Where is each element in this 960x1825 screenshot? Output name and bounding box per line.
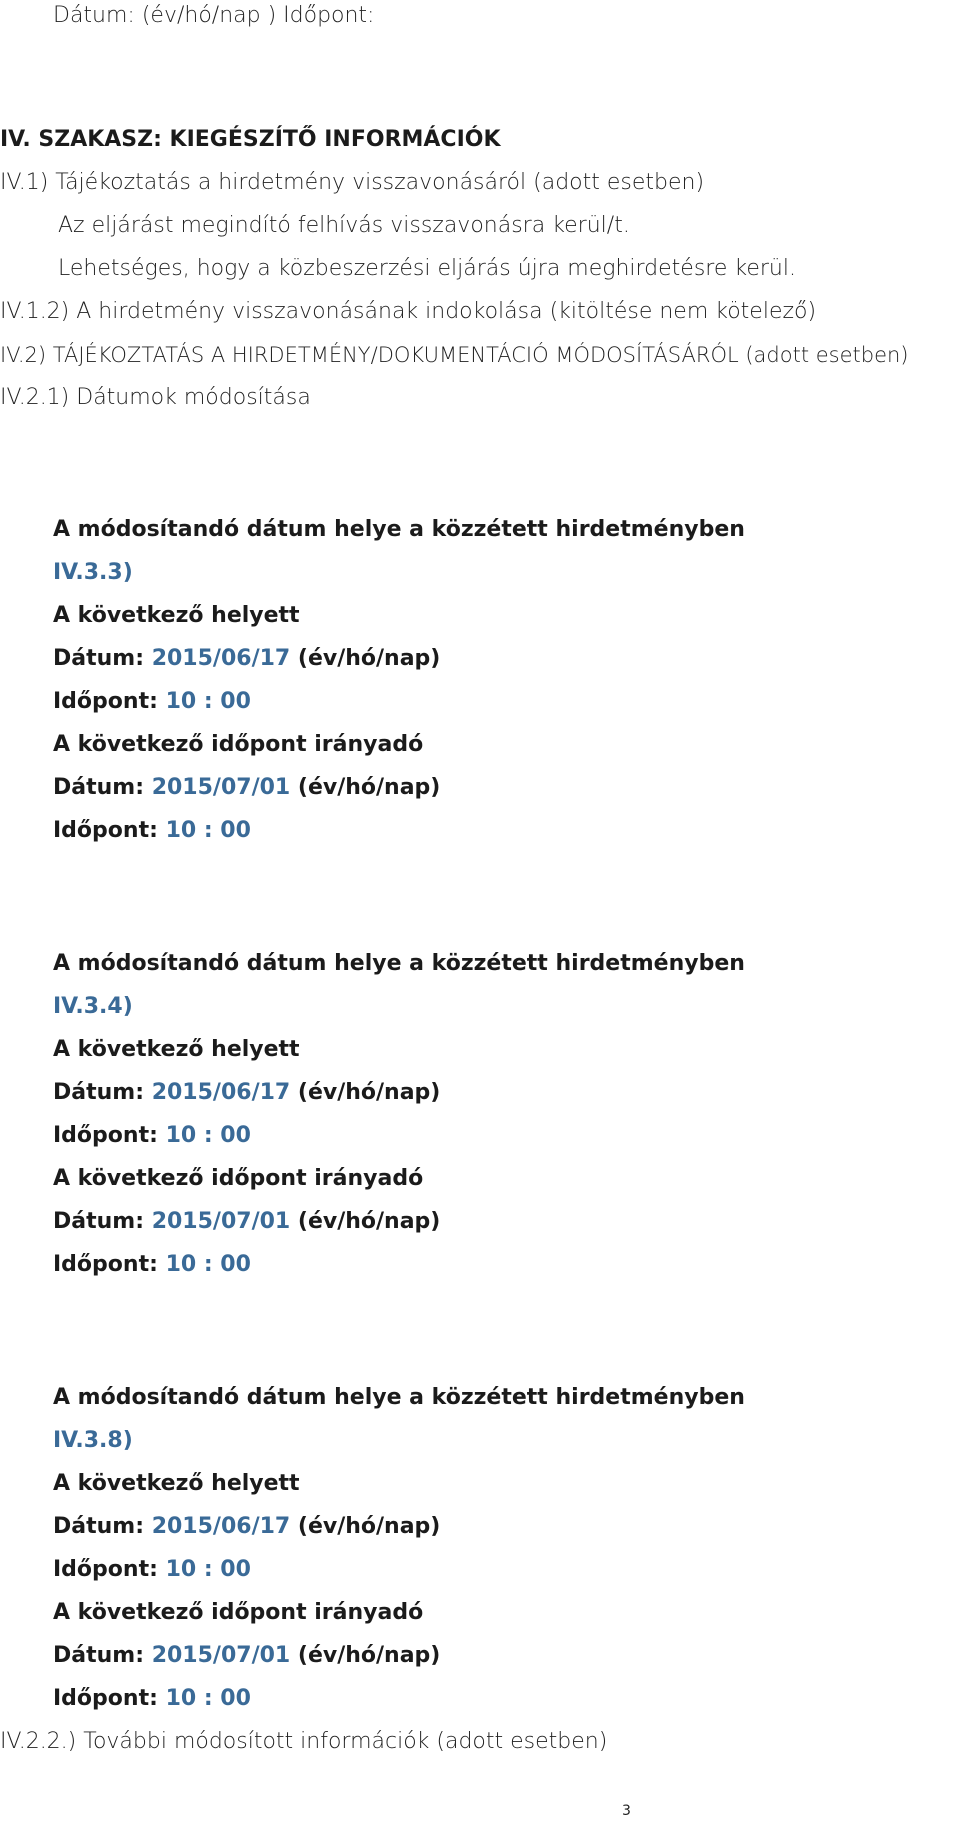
section-title: IV. SZAKASZ: KIEGÉSZÍTŐ INFORMÁCIÓK — [0, 127, 501, 152]
location-label: A módosítandó dátum helye a közzétett hirdetményben — [53, 517, 745, 542]
old-time-line — [53, 1556, 251, 1584]
old-time-value: 10 : 00 — [165, 1123, 251, 1148]
date-label: Dátum: — [53, 1643, 145, 1668]
instead-of-label: A következő helyett — [53, 1037, 300, 1062]
old-date-value: 2015/06/17 — [151, 1514, 291, 1539]
time-label: Időpont: — [53, 1252, 158, 1277]
old-date-line — [53, 645, 440, 673]
old-date-line — [53, 1513, 440, 1541]
new-date-value: 2015/07/01 — [151, 775, 291, 800]
iv2-heading: IV.2) TÁJÉKOZTATÁS A HIRDETMÉNY/DOKUMENTÁCIÓ MÓDOSÍTÁSÁRÓL (adott esetben) — [0, 343, 909, 367]
new-date-line — [53, 1642, 440, 1670]
location-label: A módosítandó dátum helye a közzétett hirdetményben — [53, 1385, 745, 1410]
iv1-line-2: Lehetséges, hogy a közbeszerzési eljárás újra meghirdetésre kerül. — [58, 256, 796, 281]
location-ref: IV.3.8) — [53, 1428, 133, 1453]
date-label: Dátum: — [53, 775, 145, 800]
new-time-line — [53, 817, 251, 845]
time-label: Időpont: — [53, 818, 158, 843]
old-time-value: 10 : 00 — [165, 689, 251, 714]
date-label: Dátum: — [53, 646, 145, 671]
iv12-heading: IV.1.2) A hirdetmény visszavonásának indokolása (kitöltése nem kötelező) — [0, 299, 817, 324]
iv1-line-1: Az eljárást megindító felhívás visszavonásra kerül/t. — [58, 213, 630, 238]
date-label: Dátum: — [53, 1209, 145, 1234]
new-date-line — [53, 1208, 440, 1236]
new-time-value: 10 : 00 — [165, 1252, 251, 1277]
iv1-heading: IV.1) Tájékoztatás a hirdetmény visszavonásáról (adott esetben) — [0, 170, 705, 195]
new-date-value: 2015/07/01 — [151, 1643, 291, 1668]
applicable-label: A következő időpont irányadó — [53, 1600, 424, 1625]
new-time-value: 10 : 00 — [165, 1686, 251, 1711]
date-label: Dátum: — [53, 1514, 145, 1539]
time-label: Időpont: — [53, 1686, 158, 1711]
page-number: 3 — [622, 1803, 631, 1819]
location-label: A módosítandó dátum helye a közzétett hirdetményben — [53, 951, 745, 976]
old-date-line — [53, 1079, 440, 1107]
old-time-line — [53, 688, 251, 716]
header-date-time-line: Dátum: (év/hó/nap ) Időpont: — [53, 3, 375, 28]
old-date-value: 2015/06/17 — [151, 1080, 291, 1105]
location-ref: IV.3.3) — [53, 560, 133, 585]
applicable-label: A következő időpont irányadó — [53, 732, 424, 757]
applicable-label: A következő időpont irányadó — [53, 1166, 424, 1191]
date-format: (év/hó/nap) — [297, 646, 441, 671]
date-format: (év/hó/nap) — [297, 1514, 441, 1539]
date-format: (év/hó/nap) — [297, 1209, 441, 1234]
iv22-heading: IV.2.2.) További módosított információk (adott esetben) — [0, 1729, 608, 1754]
date-format: (év/hó/nap) — [297, 775, 441, 800]
new-time-line — [53, 1251, 251, 1279]
instead-of-label: A következő helyett — [53, 1471, 300, 1496]
old-time-line — [53, 1122, 251, 1150]
time-label: Időpont: — [53, 1557, 158, 1582]
location-ref: IV.3.4) — [53, 994, 133, 1019]
new-time-line — [53, 1685, 251, 1713]
old-date-value: 2015/06/17 — [151, 646, 291, 671]
new-date-line — [53, 774, 440, 802]
time-label: Időpont: — [53, 1123, 158, 1148]
date-format: (év/hó/nap) — [297, 1080, 441, 1105]
time-label: Időpont: — [53, 689, 158, 714]
instead-of-label: A következő helyett — [53, 603, 300, 628]
date-label: Dátum: — [53, 1080, 145, 1105]
new-date-value: 2015/07/01 — [151, 1209, 291, 1234]
iv21-heading: IV.2.1) Dátumok módosítása — [0, 385, 311, 410]
new-time-value: 10 : 00 — [165, 818, 251, 843]
date-format: (év/hó/nap) — [297, 1643, 441, 1668]
old-time-value: 10 : 00 — [165, 1557, 251, 1582]
